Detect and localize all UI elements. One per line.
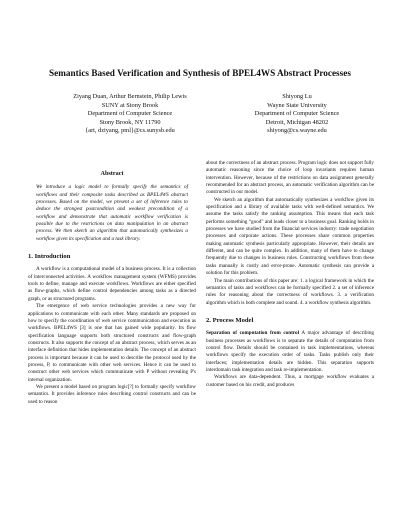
body-paragraph: We sketch an algorithm that automatically synthesizes a workflow given its specification and a library of available tasks with well-defined semantics. We assume the tasks satisfy the ranking assumption. This means that each task performs something “good” and leads closer to a business goal. Ranking holds in processes we have studied from the financial services industry: trade negotiation processes and corporate actions. These processes share common properties making automatic synthesis particularly appropriate. However, their details are different, and can be quite complex. In addition, many of them have to change frequently due to changes in business rules. Constructing workflows from these tasks manually is costly and error-prone. Automatic synthesis can provide a solution for this problem. <box>206 196 374 277</box>
body-paragraph: about the correctness of an abstract process. Program logic does not support fully automatic reasoning since the choice of loop invariants requires human intervention. However, because of the restrictions on data assignment generally recommended for an abstract process, an automatic verification algorithm can be constructed in our model. <box>206 160 374 196</box>
author-email: {art, dziyang, pml}@cs.sunysb.edu <box>85 127 175 135</box>
process-model-paragraph <box>206 330 374 374</box>
author-block-right <box>232 93 362 136</box>
abstract-heading: Abstract <box>100 170 124 177</box>
author-affiliation: SUNY at Stony Brook <box>101 101 159 109</box>
author-block-left <box>50 93 210 136</box>
contributions-paragraph: The main contributions of this paper are: 1. a logical framework in which the semantics of tasks and workflows can be formally specified 2. a set of inference rules for reasoning about the correctness of workflows. 3. a verification algorithm which is both complete and sound. 4. a workflow synthesis algorithm. <box>206 277 374 306</box>
author-department: Department of Computer Science <box>254 110 340 118</box>
intro-paragraph: A workflow is a computational model of a business process. It is a collection of interconnected activities. A workflow management system (WFMS) provides tools to define, manage and execute workflows. Workflows are either specified as flow-graphs, which define control dependencies among tasks as a directed graph, or as structured programs. <box>28 266 196 302</box>
intro-paragraph: The emergence of web service technologies provides a new way for applications to communicate with each other. Many standards are proposed on how to specify the coordination of web service communication and execution as workflows. BPEL4WS [3] is one that has gained wide popularity. Its flow specification language supports both structured constructs and flow-graph constructs. It also supports the concept of an abstract process, which serves as an interface definition that hides implementation details. The concept of an abstract process is important because it can be used to describe the protocol used by the process, P, to communicate with other web services. Hence it can be used to construct other web services which communicate with P without revealing P's internal organization. <box>28 303 196 383</box>
section-heading-introduction: 1. Introduction <box>28 253 71 261</box>
author-address: Stony Brook, NY 11790 <box>99 118 161 126</box>
abstract-text: We introduce a logic model to formally specify the semantics of workflows and their composite tasks described as BPEL4WS abstract processes. Based on the model, we present a set of inference rules to deduce the strongest postcondition and weakest precondition of a workflow and demonstrate that automatic workflow verification is possible due to the restrictions on data manipulation in an abstract process. We then sketch an algorithm that automatically synthesizes a workflow given its specification and a task library. <box>36 184 188 242</box>
run-in-heading: Separation of computation from control <box>206 330 299 337</box>
author-email: shiyong@cs.wayne.edu <box>267 127 327 135</box>
author-address: Detroit, Michigan 48202 <box>265 118 329 126</box>
author-names: Shiyong Lu <box>282 93 312 100</box>
author-affiliation: Wayne State University <box>267 101 327 109</box>
right-column <box>206 160 374 389</box>
section-heading-process-model: 2. Process Model <box>206 316 254 324</box>
left-column <box>28 170 196 406</box>
intro-paragraph: We present a model based on program logic[?] to formally specify workflow semantics. It provides inference rules describing control constructs and can be used to reason <box>28 383 196 405</box>
paper-title: Semantics Based Verification and Synthesis of BPEL4WS Abstract Processes <box>49 68 351 78</box>
author-department: Department of Computer Science <box>87 110 173 118</box>
run-in-text: A major advantage of describing business processes as workflows is to separate the details of computation from control flow. Details should be contained in task implementations, whereas workflows specify the execution order of tasks. Tasks publish only their interfaces; implementation details are hidden. This separation supports interdomain task integration and task re-implementation. <box>206 330 374 373</box>
author-names: Ziyang Duan, Arthur Bernstein, Philip Lewis <box>73 93 187 100</box>
body-paragraph: Workflows are data-dependent. Thus, a mortgage workflow evaluates a customer based on his credit, and produces <box>206 374 374 388</box>
